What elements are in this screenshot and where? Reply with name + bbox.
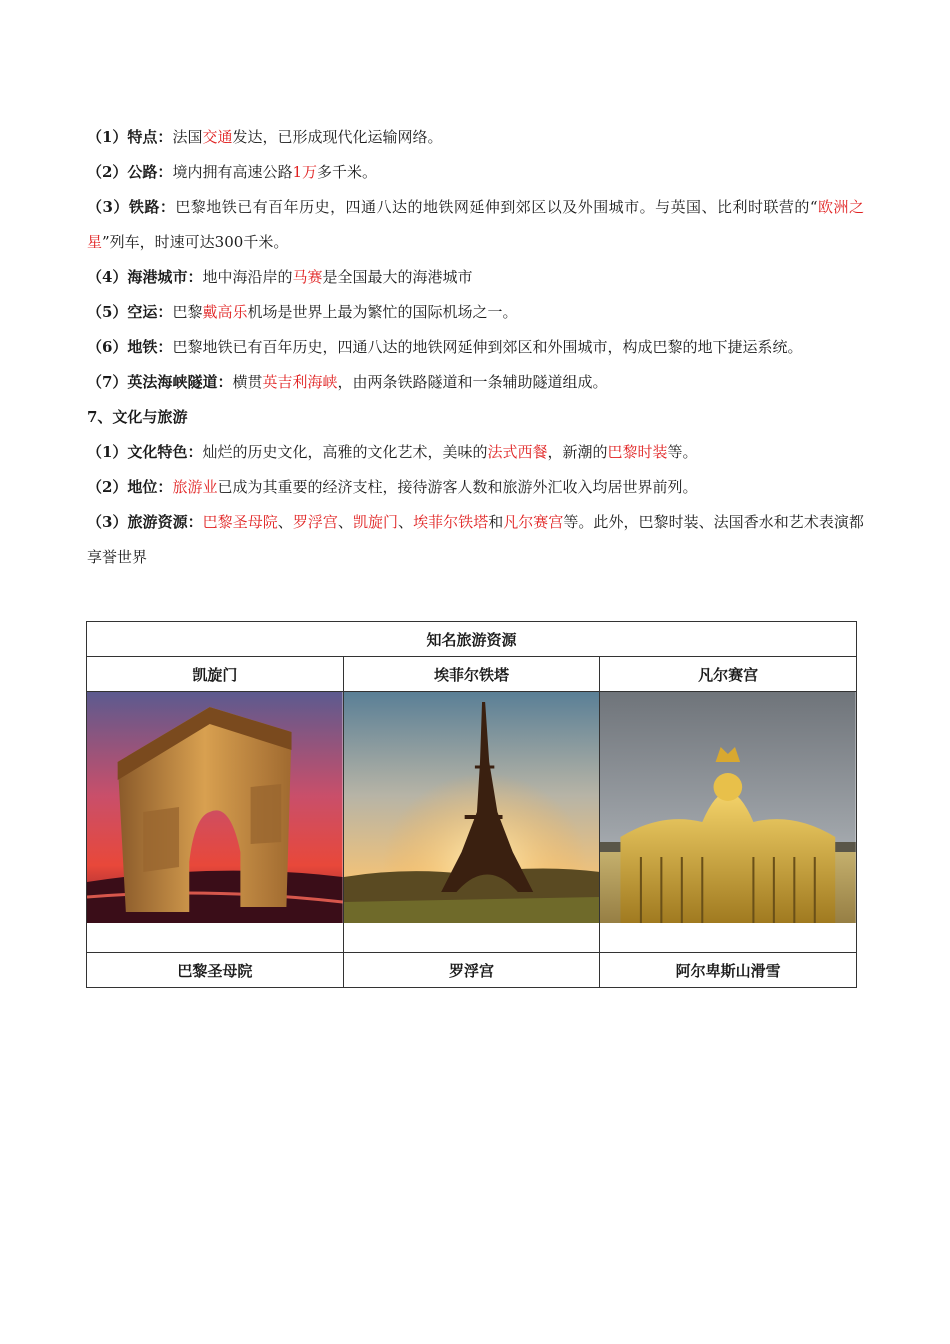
eiffel-tower-image	[344, 692, 600, 923]
transport-paragraph	[87, 365, 864, 400]
paragraph-label: （6）地铁：	[87, 338, 173, 356]
paragraph-text: ，新潮的	[547, 443, 608, 461]
paragraph-text: 法国	[172, 128, 203, 146]
section-heading-culture-tourism: 7、文化与旅游	[87, 408, 188, 426]
paragraph-text: 地中海沿岸的	[202, 268, 293, 286]
table-cell-louvre: 罗浮宫	[343, 953, 600, 988]
paragraph-text: ”列车，时速可达300千米。	[102, 233, 289, 251]
paragraph-text: 、	[277, 513, 293, 531]
image-cell-eiffel	[343, 692, 600, 953]
paragraph-text: 巴黎地铁已有百年历史，四通八达的地铁网延伸到郊区以及外围城市。与英国、比利时联营的“	[175, 198, 818, 216]
paragraph-text: 多千米。	[317, 163, 378, 181]
paragraph-label: （2）公路：	[87, 163, 173, 181]
culture-paragraph	[87, 470, 864, 505]
highlighted-term: 巴黎时装	[607, 443, 668, 461]
paragraph-label: （4）海港城市：	[87, 268, 203, 286]
paragraph-text: 巴黎地铁已有百年历史，四通八达的地铁网延伸到郊区和外围城市，构成巴黎的地下捷运系统。	[172, 338, 803, 356]
transport-paragraph	[87, 330, 864, 365]
paragraph-text: ，由两条铁路隧道和一条辅助隧道组成。	[337, 373, 608, 391]
paragraph-label: （1）特点：	[87, 128, 173, 146]
paragraph-text: 、	[337, 513, 353, 531]
table-cell-alps-skiing: 阿尔卑斯山滑雪	[600, 953, 857, 988]
paragraph-text: 等。此外，巴黎时装、法国香水和艺术表演都享誉世界	[87, 513, 864, 566]
highlighted-term: 欧洲之星	[87, 198, 864, 251]
culture-paragraph	[87, 435, 864, 470]
arc-de-triomphe-image	[87, 692, 343, 923]
highlighted-term: 巴黎圣母院	[202, 513, 278, 531]
paragraph-text: 灿烂的历史文化，高雅的文化艺术，美味的	[202, 443, 488, 461]
paragraph-label: （1）文化特色：	[87, 443, 203, 461]
paragraph-text: 等。	[667, 443, 698, 461]
transport-paragraph	[87, 190, 864, 260]
transport-paragraph	[87, 260, 864, 295]
paragraph-text: 和	[488, 513, 504, 531]
highlighted-term: 凯旋门	[352, 513, 399, 531]
culture-paragraph	[87, 505, 864, 575]
paragraph-text: 巴黎	[172, 303, 203, 321]
paragraph-label: （3）旅游资源：	[87, 513, 203, 531]
paragraph-label: （2）地位：	[87, 478, 173, 496]
transport-paragraph	[87, 155, 864, 190]
highlighted-term: 埃菲尔铁塔	[413, 513, 489, 531]
transport-paragraph	[87, 120, 864, 155]
paragraph-text: 境内拥有高速公路	[172, 163, 293, 181]
highlighted-term: 法式西餐	[487, 443, 548, 461]
table-cell-eiffel-tower: 埃菲尔铁塔	[343, 657, 600, 692]
tourism-resources-table	[86, 621, 857, 988]
paragraph-text: 是全国最大的海港城市	[322, 268, 473, 286]
table-cell-notre-dame: 巴黎圣母院	[87, 953, 344, 988]
table-title: 知名旅游资源	[87, 622, 857, 657]
transport-paragraph	[87, 295, 864, 330]
table-cell-versailles: 凡尔赛宫	[600, 657, 857, 692]
versailles-gate-image	[600, 692, 856, 923]
paragraph-text: 横贯	[232, 373, 263, 391]
highlighted-term: 交通	[202, 128, 233, 146]
highlighted-term: 罗浮宫	[292, 513, 338, 531]
paragraph-label: （5）空运：	[87, 303, 173, 321]
paragraph-text: 已成为其重要的经济支柱，接待游客人数和旅游外汇收入均居世界前列。	[217, 478, 698, 496]
table-cell-arc-de-triomphe: 凯旋门	[87, 657, 344, 692]
document-body	[87, 120, 864, 575]
paragraph-label: （3）铁路：	[87, 198, 176, 216]
paragraph-text: 、	[398, 513, 414, 531]
highlighted-term: 戴高乐	[202, 303, 248, 321]
culture-section	[87, 435, 864, 575]
highlighted-term: 1万	[292, 163, 318, 181]
highlighted-term: 英吉利海峡	[262, 373, 338, 391]
image-cell-arc	[87, 692, 344, 953]
paragraph-label: （7）英法海峡隧道：	[87, 373, 233, 391]
paragraph-text: 发达，已形成现代化运输网络。	[232, 128, 443, 146]
highlighted-term: 马赛	[292, 268, 323, 286]
highlighted-term: 凡尔赛宫	[503, 513, 564, 531]
transport-section	[87, 120, 864, 400]
paragraph-text: 机场是世界上最为繁忙的国际机场之一。	[247, 303, 518, 321]
image-cell-versailles	[600, 692, 857, 953]
highlighted-term: 旅游业	[172, 478, 218, 496]
